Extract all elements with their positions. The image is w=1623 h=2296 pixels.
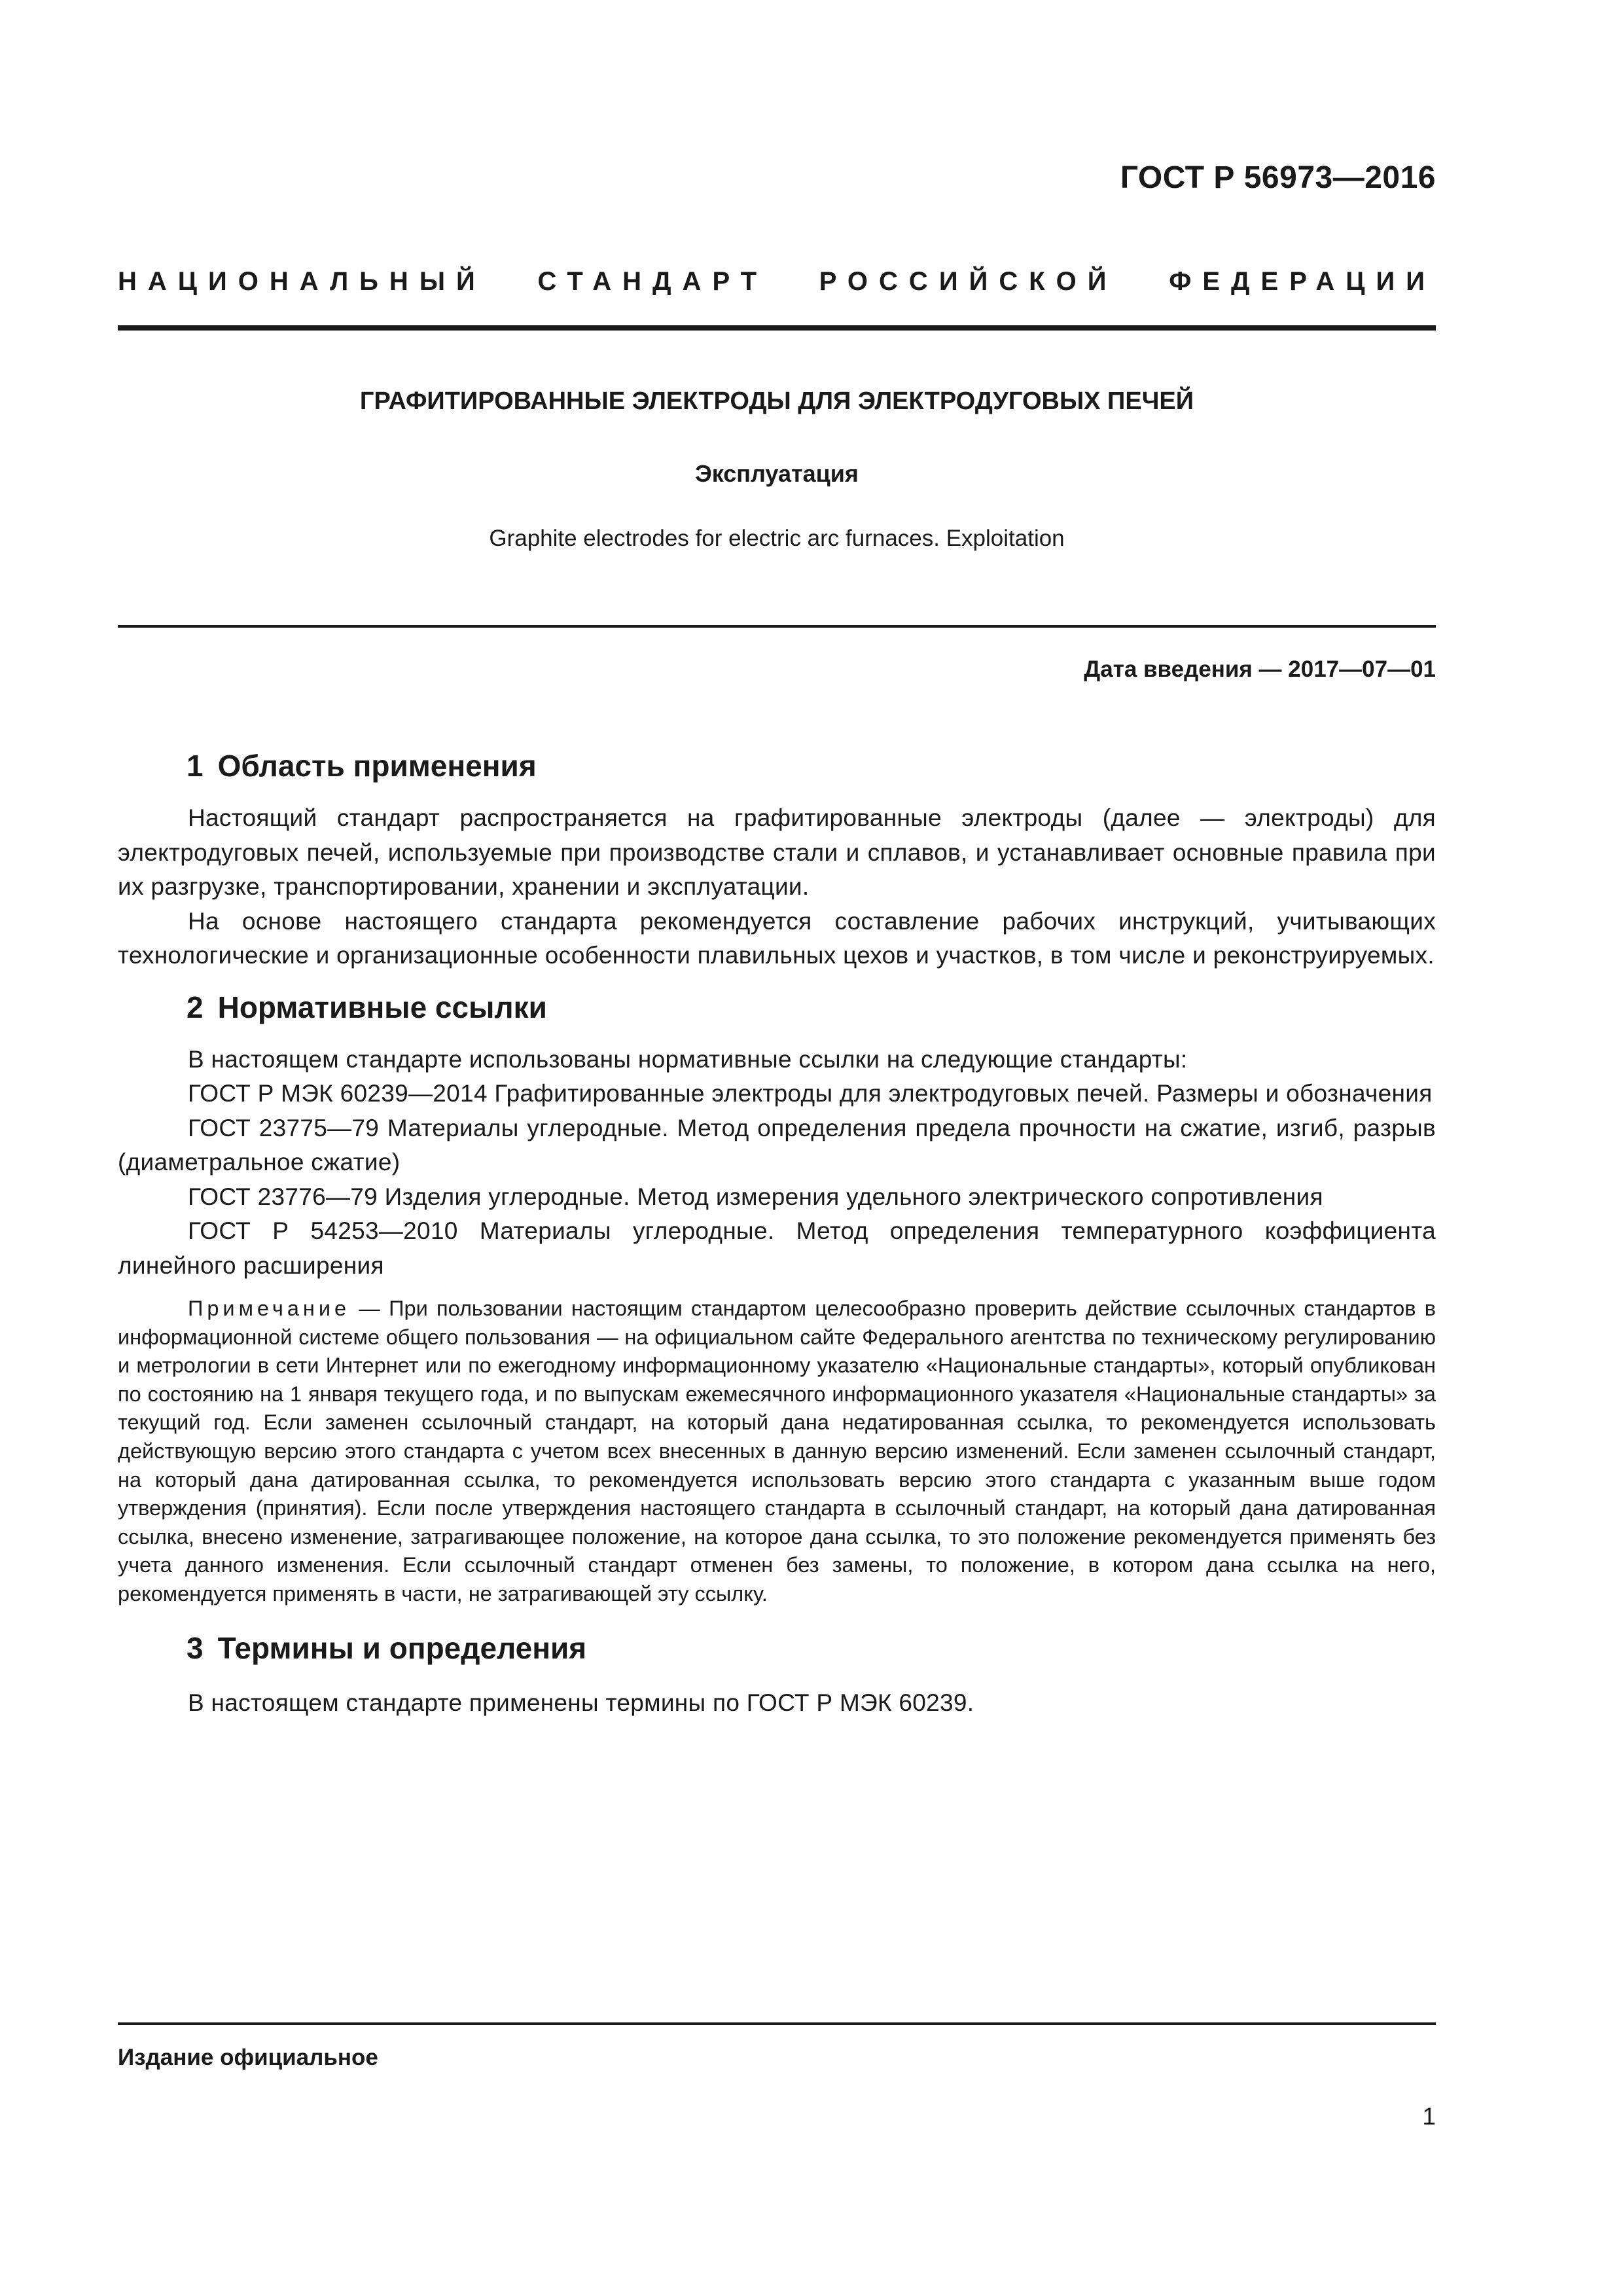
note-text: — При пользовании настоящим стандартом целесообразно проверить действие ссылочных стандартов в информационной системе общего пользования — на официальном сайте Федерального агентства по техническому регулированию и метрологии в сети Интернет или по ежегодному информационному указателю «Национальные стандарты», который опубликован по состоянию на 1 января текущего года, и по выпускам ежемесячного информационного указателя «Национальные стандарты» за текущий год. Если заменен ссылочный стандарт, на который дана недатированная ссылка, то рекомендуется использовать действующую версию этого стандарта с учетом всех внесенных в данную версию изменений. Если заменен ссылочный стандарт, на который дана датированная ссылка, то рекомендуется использовать версию этого стандарта с указанным выше годом утверждения (принятия). Если после утверждения настоящего стандарта в ссылочный стандарт, на который дана датированная ссылка, внесено изменение, затрагивающее положение, на которое дана ссылка, то это положение рекомендуется применять без учета данного изменения. Если ссылочный стандарт отменен без замены, то положение, в котором дана ссылка на него, рекомендуется применять в части, не затрагивающей эту ссылку.: [118, 1297, 1436, 1605]
document-title-english: Graphite electrodes for electric arc furnaces. Exploitation: [489, 526, 1065, 551]
reference-item: ГОСТ Р 54253—2010 Материалы углеродные. Метод определения температурного коэффициента линейного расширения: [118, 1217, 1436, 1279]
section-number: 2: [187, 990, 204, 1024]
reference-item: ГОСТ 23775—79 Материалы углеродные. Метод определения предела прочности на сжатие, изгиб, разрыв (диаметральное сжатие): [118, 1114, 1436, 1175]
section-terms: [118, 1628, 1436, 1721]
page-number: 1: [1422, 2103, 1436, 2130]
section-heading: [118, 988, 1436, 1027]
document-body: [118, 746, 1436, 1720]
document-number: ГОСТ Р 56973—2016: [1120, 160, 1436, 195]
national-standard-banner: НАЦИОНАЛЬНЫЙ СТАНДАРТ РОССИЙСКОЙ ФЕДЕРАЦИИ: [118, 267, 1436, 296]
section-title: Область применения: [217, 749, 537, 783]
reference-item: ГОСТ Р МЭК 60239—2014 Графитированные электроды для электродуговых печей. Размеры и обозначения: [188, 1080, 1433, 1107]
official-edition-label: Издание официальное: [118, 2045, 378, 2070]
section-number: 3: [187, 1630, 204, 1665]
section-normative-references: [118, 988, 1436, 1609]
paragraph: В настоящем стандарте применены термины по ГОСТ Р МЭК 60239.: [188, 1689, 974, 1716]
note: [118, 1295, 1436, 1609]
title-rule: [118, 625, 1436, 628]
section-title: Термины и определения: [217, 1630, 587, 1665]
section-number: 1: [187, 749, 204, 783]
document-subtitle: Эксплуатация: [695, 460, 859, 487]
paragraph: Настоящий стандарт распространяется на графитированные электроды (далее — электроды) для электродуговых печей, используемые при производстве стали и сплавов, и устанавливает основные правила при их разгрузке, транспортировании, хранении и эксплуатации.: [118, 804, 1436, 900]
document-title: ГРАФИТИРОВАННЫЕ ЭЛЕКТРОДЫ ДЛЯ ЭЛЕКТРОДУГОВЫХ ПЕЧЕЙ: [359, 387, 1194, 415]
section-scope: [118, 746, 1436, 973]
note-label: Примечание: [188, 1297, 351, 1320]
section-title: Нормативные ссылки: [217, 990, 547, 1024]
section-heading: [118, 746, 1436, 785]
reference-item: ГОСТ 23776—79 Изделия углеродные. Метод измерения удельного электрического сопротивления: [188, 1183, 1323, 1210]
paragraph: На основе настоящего стандарта рекомендуется составление рабочих инструкций, учитывающих технологические и организационные особенности плавильных цехов и участков, в том числе и реконструируемых.: [118, 907, 1436, 969]
footer-rule: [118, 2022, 1436, 2025]
header-rule: [118, 325, 1436, 331]
paragraph: В настоящем стандарте использованы нормативные ссылки на следующие стандарты:: [188, 1045, 1188, 1073]
introduction-date: Дата введения — 2017—07—01: [1084, 656, 1436, 682]
section-heading: [118, 1628, 1436, 1668]
